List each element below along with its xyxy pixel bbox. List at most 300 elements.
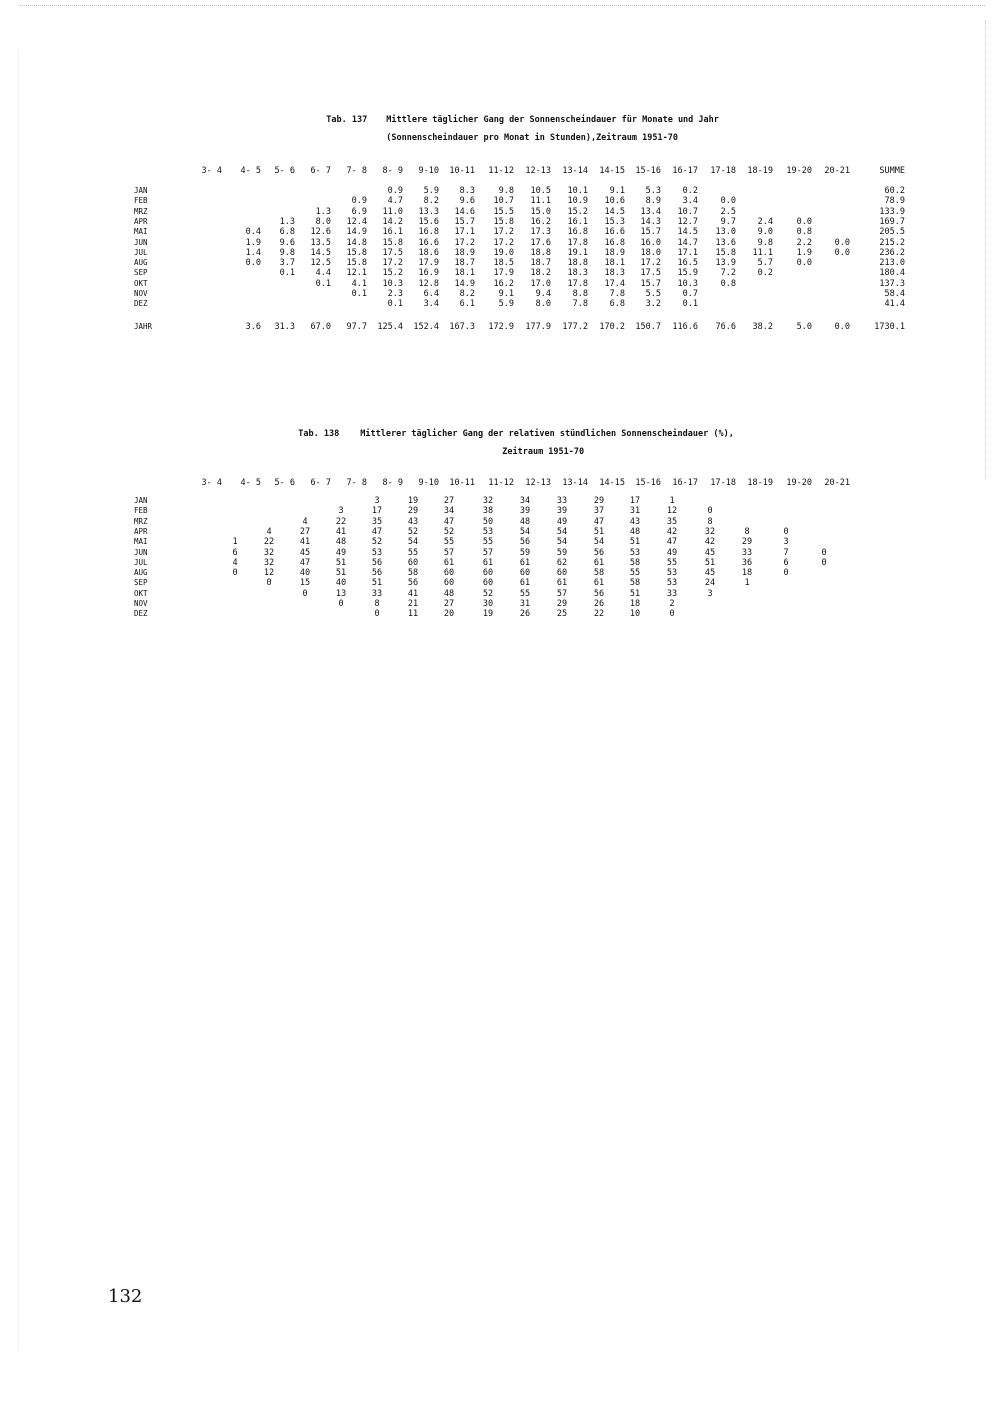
table-cell: 7.2 [720,268,736,279]
table-cell: 15.2 [382,268,403,279]
table-cell: 49 [335,547,347,558]
table137-subtitle [376,117,678,145]
table-cell: 5.9 [498,299,514,310]
table-cell: 47 [443,516,455,527]
table-cell: 59 [519,547,531,558]
table-cell: 10.7 [677,206,698,217]
table-cell: 180.4 [879,268,905,279]
table-cell: 11.1 [752,247,773,258]
column-header: 6- 7 [310,478,331,488]
row-label: OKT [134,588,148,598]
table-cell: 167.3 [449,322,475,332]
table-cell: 4 [266,526,272,537]
table138-title-line2: Zeitraum 1951-70 [502,447,585,457]
table-cell: 58 [629,557,641,568]
table-cell: 18.2 [530,268,551,279]
column-header: 15-16 [635,166,661,176]
table-cell: 51 [704,557,716,568]
table-cell: 0.8 [796,227,812,238]
table-cell: 9.6 [459,196,475,207]
table-cell: 52 [443,526,455,537]
table-cell: 2.2 [796,237,812,248]
table-cell: 16.9 [418,268,439,279]
table-cell: 15.0 [530,206,551,217]
table-cell: 55 [519,588,531,599]
table-cell: 1.9 [245,237,261,248]
column-header: 3- 4 [201,166,222,176]
table-cell: 18.7 [530,258,551,269]
table-cell: 61 [519,578,531,589]
table-cell: 5.0 [796,322,812,332]
table-cell: 15.2 [567,206,588,217]
table-cell: 6.8 [279,227,295,238]
table-cell: 36 [741,557,753,568]
table-cell: 60 [556,568,568,579]
table-cell: 1 [669,496,675,506]
column-header: 12-13 [525,166,551,176]
table-cell: 31 [629,506,641,517]
table-cell: 13.3 [418,206,439,217]
table-cell: 8.3 [459,186,475,196]
table-cell: 8 [744,526,750,537]
table-cell: 97.7 [346,322,367,332]
table-cell: 17.8 [567,278,588,289]
table-cell: 3 [338,506,344,517]
table-cell: 41 [407,588,419,599]
table-cell: 15.8 [715,247,736,258]
table-cell: 17.2 [454,237,475,248]
table-cell: 16.8 [418,227,439,238]
table-cell: 45 [704,547,716,558]
table-cell: 12 [263,568,275,579]
table-cell: 4.4 [315,268,331,279]
table-cell: 9.8 [279,247,295,258]
table-cell: 14.9 [346,227,367,238]
table-cell: 3.7 [279,258,295,269]
table-cell: 47 [371,526,383,537]
table-cell: 10.1 [567,186,588,196]
column-header: 10-11 [449,478,475,488]
table-cell: 177.9 [525,322,551,332]
table-cell: 16.1 [567,216,588,227]
table-cell: 16.6 [604,227,625,238]
table-cell: 18.3 [604,268,625,279]
table-cell: 51 [335,568,347,579]
table-cell: 51 [629,588,641,599]
row-label: MRZ [134,206,148,216]
table-cell: 54 [593,537,605,548]
table-cell: 17 [629,496,641,506]
row-label: MRZ [134,516,148,526]
table-cell: 0 [302,588,308,599]
table-cell: 27 [299,526,311,537]
scan-edge-top [20,5,985,6]
table-cell: 0 [338,599,344,609]
column-header: SUMME [879,166,905,176]
column-header: 11-12 [488,478,514,488]
table-cell: 0 [232,568,238,579]
table-cell: 16.5 [677,258,698,269]
table-cell: 0.1 [279,268,295,279]
column-header: 8- 9 [382,166,403,176]
table-cell: 42 [704,537,716,548]
table-cell: 43 [407,516,419,527]
table-cell: 53 [371,547,383,558]
table-cell: 9.8 [498,186,514,196]
table-cell: 33 [371,588,383,599]
table-cell: 57 [482,547,494,558]
table-cell: 32 [704,526,716,537]
table-cell: 0.0 [834,322,850,332]
table-cell: 17.5 [640,268,661,279]
table-cell: 18.0 [640,247,661,258]
table-cell: 18.1 [454,268,475,279]
table-cell: 54 [556,526,568,537]
table-cell: 26 [593,599,605,609]
table-cell: 0.1 [315,278,331,289]
table-cell: 16.1 [382,227,403,238]
table-cell: 41 [335,526,347,537]
table-cell: 0.9 [387,186,403,196]
table-cell: 14.7 [677,237,698,248]
table-cell: 18.9 [454,247,475,258]
table-cell: 14.5 [604,206,625,217]
table-cell: 150.7 [635,322,661,332]
row-label: DEZ [134,299,148,309]
table-cell: 170.2 [599,322,625,332]
table-cell: 32 [482,496,494,506]
column-header: 3- 4 [201,478,222,488]
table-cell: 15.7 [640,227,661,238]
table-cell: 10.3 [677,278,698,289]
table-cell: 58 [593,568,605,579]
table-cell: 4.1 [351,278,367,289]
column-header: 5- 6 [274,478,295,488]
table-cell: 6.4 [423,289,439,299]
table-cell: 17.2 [493,227,514,238]
table-cell: 17.2 [640,258,661,269]
table-cell: 169.7 [879,216,905,227]
table-cell: 61 [482,557,494,568]
table-cell: 11.0 [382,206,403,217]
table-cell: 17.9 [418,258,439,269]
table-cell: 18.3 [567,268,588,279]
table-cell: 31.3 [274,322,295,332]
table-cell: 43 [629,516,641,527]
table-cell: 51 [593,526,605,537]
table-cell: 6 [783,557,789,568]
table-cell: 49 [666,547,678,558]
column-header: 19-20 [786,166,812,176]
table-cell: 58 [629,578,641,589]
column-header: 17-18 [710,478,736,488]
table-cell: 15.8 [346,258,367,269]
table-cell: 15.8 [382,237,403,248]
table-cell: 3 [374,496,380,506]
table-cell: 10.9 [567,196,588,207]
table-cell: 53 [629,547,641,558]
column-header: 20-21 [824,166,850,176]
table-cell: 40 [335,578,347,589]
row-label: JUN [134,547,148,557]
table-cell: 8.8 [572,289,588,299]
table-cell: 9.0 [757,227,773,238]
table-cell: 17.3 [530,227,551,238]
table-cell: 55 [482,537,494,548]
column-header: 17-18 [710,166,736,176]
table-cell: 14.2 [382,216,403,227]
table-cell: 3.4 [682,196,698,207]
table-cell: 18.9 [604,247,625,258]
table-cell: 8 [374,599,380,609]
table-cell: 0 [707,506,713,517]
table-cell: 32 [263,547,275,558]
table-cell: 0 [669,609,675,620]
table-cell: 47 [666,537,678,548]
column-header: 15-16 [635,478,661,488]
row-label: JUL [134,557,148,567]
table-cell: 61 [519,557,531,568]
column-header: 4- 5 [240,478,261,488]
row-label: SEP [134,268,148,278]
table-cell: 48 [335,537,347,548]
table-cell: 58 [407,568,419,579]
row-label: OKT [134,278,148,288]
table-cell: 8 [707,516,713,527]
table-cell: 41.4 [884,299,905,310]
table-cell: 17.2 [382,258,403,269]
table-cell: 8.2 [423,196,439,207]
table-cell: 3.6 [245,322,261,332]
table-cell: 9.1 [609,186,625,196]
table-cell: 116.6 [672,322,698,332]
column-header: 8- 9 [382,478,403,488]
table-cell: 16.6 [418,237,439,248]
table-cell: 17.9 [493,268,514,279]
table-cell: 2 [669,599,675,609]
table-cell: 7.8 [609,289,625,299]
table-cell: 53 [666,568,678,579]
table-cell: 60 [407,557,419,568]
table-cell: 18.7 [454,258,475,269]
table-cell: 30 [482,599,494,609]
table-cell: 18.8 [567,258,588,269]
table-cell: 236.2 [879,247,905,258]
table-cell: 56 [407,578,419,589]
table-cell: 17.6 [530,237,551,248]
table-cell: 14.6 [454,206,475,217]
table-cell: 1.3 [279,216,295,227]
table-cell: 0.1 [682,299,698,310]
table-cell: 16.8 [567,227,588,238]
table-cell: 1.4 [245,247,261,258]
column-header: 12-13 [525,478,551,488]
table-cell: 15.3 [604,216,625,227]
table-cell: 1 [232,537,238,548]
table-cell: 49 [556,516,568,527]
table-cell: 24 [704,578,716,589]
table-cell: 9.1 [498,289,514,299]
table-cell: 10 [629,609,641,620]
table-cell: 0.7 [682,289,698,299]
table-cell: 0 [783,526,789,537]
table-cell: 0.0 [796,258,812,269]
table-cell: 56 [371,557,383,568]
table-cell: 60.2 [884,186,905,196]
table-cell: 14.8 [346,237,367,248]
table-cell: 38.2 [752,322,773,332]
table-cell: 61 [593,557,605,568]
row-label: NOV [134,599,148,608]
table-cell: 0.0 [245,258,261,269]
table-cell: 10.6 [604,196,625,207]
table-cell: 8.0 [315,216,331,227]
table-cell: 17.2 [493,237,514,248]
column-header: 13-14 [562,166,588,176]
table-cell: 4 [302,516,308,527]
table-cell: 48 [629,526,641,537]
column-header: 7- 8 [346,166,367,176]
table-cell: 1.3 [315,206,331,217]
table-cell: 60 [482,578,494,589]
table-cell: 67.0 [310,322,331,332]
table-cell: 9.7 [720,216,736,227]
column-header: 13-14 [562,478,588,488]
column-header: 19-20 [786,478,812,488]
table-cell: 0.9 [351,196,367,207]
column-header: 5- 6 [274,166,295,176]
table-cell: 14.5 [310,247,331,258]
table-cell: 5.7 [757,258,773,269]
table-cell: 18.1 [604,258,625,269]
table-cell: 17 [371,506,383,517]
table-cell: 61 [593,578,605,589]
table-cell: 7.8 [572,299,588,310]
table-cell: 13.5 [310,237,331,248]
table-cell: 54 [519,526,531,537]
row-label: JUN [134,237,148,247]
table-cell: 17.4 [604,278,625,289]
table-cell: 42 [666,526,678,537]
scan-edge-left [18,50,19,1350]
table-cell: 215.2 [879,237,905,248]
table-cell: 15.7 [454,216,475,227]
table-cell: 0.1 [351,289,367,299]
row-label: DEZ [134,609,148,619]
table-cell: 9.4 [535,289,551,299]
table-cell: 31 [519,599,531,609]
table-cell: 14.3 [640,216,661,227]
table-cell: 0 [821,557,827,568]
table-cell: 78.9 [884,196,905,207]
table-cell: 17.8 [567,237,588,248]
table-cell: 38 [482,506,494,517]
table-cell: 17.0 [530,278,551,289]
column-header: 11-12 [488,166,514,176]
table-cell: 39 [519,506,531,517]
table-cell: 26 [519,609,531,620]
table-cell: 21 [407,599,419,609]
table-cell: 15.5 [493,206,514,217]
table-cell: 13.4 [640,206,661,217]
table-cell: 22 [263,537,275,548]
table-cell: 10.7 [493,196,514,207]
table-cell: 18 [741,568,753,579]
table-cell: 52 [407,526,419,537]
table-cell: 16.2 [530,216,551,227]
table-cell: 41 [299,537,311,548]
table-cell: 47 [593,516,605,527]
table-cell: 29 [407,506,419,517]
table-cell: 19.1 [567,247,588,258]
table-cell: 125.4 [377,322,403,332]
table-cell: 47 [299,557,311,568]
table-cell: 13.6 [715,237,736,248]
column-header: 18-19 [747,478,773,488]
table-cell: 10.3 [382,278,403,289]
table-cell: 0 [821,547,827,558]
row-label: JAN [134,496,148,505]
table-cell: 13.9 [715,258,736,269]
table138-subtitle [492,431,584,459]
table-cell: 0 [374,609,380,620]
table137-title-line2: (Sonnenscheindauer pro Monat in Stunden),Zeitraum 1951-70 [386,133,678,143]
table-cell: 51 [629,537,641,548]
table137-title-line1: Mittlere täglicher Gang der Sonnenscheindauer für Monate und Jahr [386,115,719,125]
table-cell: 19.0 [493,247,514,258]
table-cell: 48 [519,516,531,527]
row-label: JUL [134,247,148,257]
table-cell: 0.2 [757,268,773,279]
row-label: JAN [134,186,148,195]
table-cell: 33 [741,547,753,558]
row-label: FEB [134,506,148,516]
table-cell: 5.5 [645,289,661,299]
table-cell: 15.6 [418,216,439,227]
table-cell: 54 [556,537,568,548]
column-header: 7- 8 [346,478,367,488]
scan-edge-right [985,20,986,480]
table-cell: 6.1 [459,299,475,310]
table-cell: 39 [556,506,568,517]
table-cell: 35 [371,516,383,527]
row-label: JAHR [134,322,153,331]
table-cell: 12 [666,506,678,517]
table-cell: 20 [443,609,455,620]
table-cell: 62 [556,557,568,568]
table-cell: 12.4 [346,216,367,227]
column-header: 9-10 [418,478,439,488]
table-cell: 33 [556,496,568,506]
table-cell: 1730.1 [874,322,905,332]
table-cell: 9.8 [757,237,773,248]
table-cell: 45 [704,568,716,579]
table-cell: 53 [666,578,678,589]
table-cell: 4 [232,557,238,568]
table-cell: 15.8 [493,216,514,227]
column-header: 4- 5 [240,166,261,176]
table-cell: 56 [371,568,383,579]
table-cell: 8.9 [645,196,661,207]
table-cell: 0.0 [834,247,850,258]
table-cell: 1 [744,578,750,589]
table-cell: 5.9 [423,186,439,196]
table-cell: 22 [335,516,347,527]
table-cell: 2.3 [387,289,403,299]
table-cell: 3.4 [423,299,439,310]
page-number: 132 [108,1286,143,1307]
row-label: AUG [134,568,148,578]
